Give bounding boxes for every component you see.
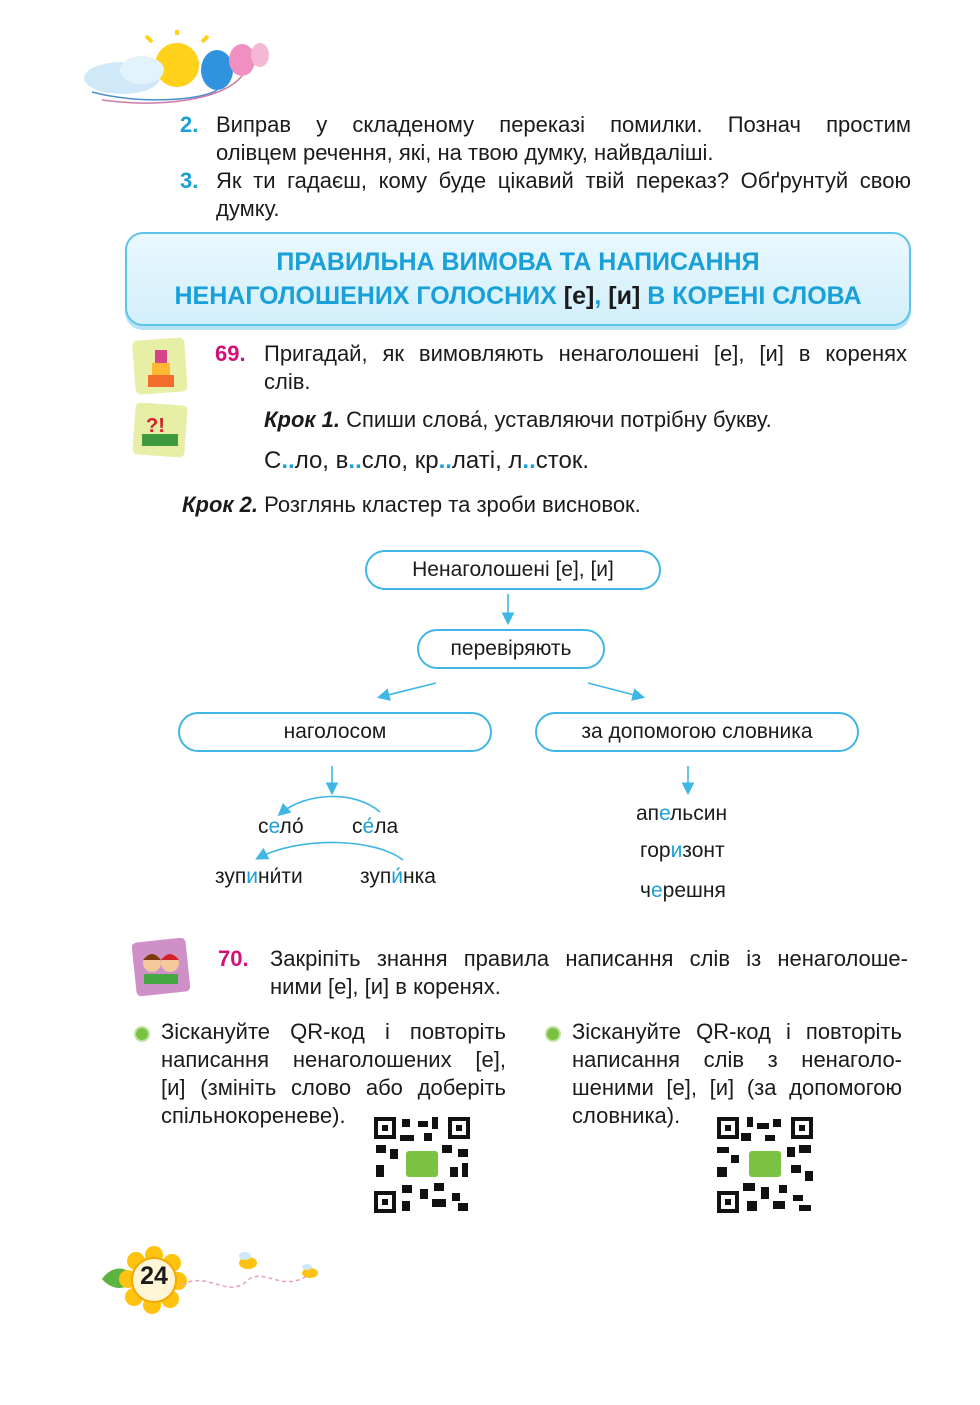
task-text-line: думку. [216, 196, 280, 221]
example-word: зупи́нка [360, 865, 436, 888]
task-text-line: Як ти гадаєш, кому буде цікавий твій переказ? Обґрунтуй свою [216, 168, 911, 193]
example-word: се́ла [352, 815, 399, 838]
qr-block-left: Зіскануйте QR-код і повторіть написання ненаголошених [е], [и] (змініть слово або доберіть спільнокореневе). [161, 1019, 506, 1128]
svg-text:?!: ?! [146, 415, 165, 437]
section-title-line-1: ПРАВИЛЬНА ВИМОВА ТА НАПИСАННЯ [276, 248, 760, 276]
task-number: 3. [180, 168, 199, 193]
exercise-text-line: Закріпіть знання правила написання слів із ненаголоше- [270, 946, 908, 971]
exercise-text-line: ними [е], [и] в коренях. [270, 974, 501, 999]
cluster-node-left: наголосом [178, 712, 492, 752]
dictionary-word: черешня [640, 879, 726, 902]
dictionary-word: горизонт [640, 839, 725, 862]
qr-code-icon[interactable] [715, 1115, 815, 1215]
task-text-line: Виправ у складеному переказі помилки. Познач простим [216, 112, 911, 137]
exercise-number: 70. [218, 946, 249, 971]
exercise-number: 69. [215, 341, 246, 366]
cluster-node-top: Ненаголошені [е], [и] [365, 550, 661, 590]
task-number: 2. [180, 112, 199, 137]
step-1: Крок 1. Спиши слова́, уставляючи потрібну букву. [264, 407, 772, 432]
page-number-decoration [98, 1245, 328, 1315]
qr-code-icon[interactable] [372, 1115, 472, 1215]
exercise-70 [218, 945, 908, 973]
cluster-node-middle: перевіряють [417, 629, 605, 669]
dictionary-word: апельсин [636, 802, 728, 825]
step-2: Крок 2. Розглянь кластер та зроби висновок. [182, 492, 641, 517]
example-word: село́ [258, 815, 304, 838]
word-blank: кр..латі, [414, 447, 509, 474]
cluster-node-right: за допомогою словника [535, 712, 859, 752]
section-title-line-2: НЕНАГОЛОШЕНИХ ГОЛОСНИХ [е], [и] В КОРЕНІ СЛОВА [174, 282, 862, 310]
word-blank: в..сло, [335, 447, 415, 474]
task-text-line: олівцем речення, які, на твою думку, найвдаліші. [216, 140, 714, 165]
bullet-icon [134, 1026, 150, 1042]
word-blank: л..сток. [508, 447, 590, 474]
word-blank: С..ло, [264, 447, 336, 474]
children-reading-sticker-icon [132, 938, 190, 998]
exercise-text-line: слів. [264, 369, 311, 394]
page-number: 24 [140, 1262, 168, 1290]
bullet-icon [545, 1026, 561, 1042]
exercise-text-line: Пригадай, як вимовляють ненаголошені [е], [и] в коренях [264, 341, 907, 366]
example-word: зупини́ти [215, 865, 303, 888]
qr-block-right: Зіскануйте QR-код і повторіть написання слів з ненаголо- шеними [е], [и] (за допомогою словника). [572, 1019, 902, 1128]
